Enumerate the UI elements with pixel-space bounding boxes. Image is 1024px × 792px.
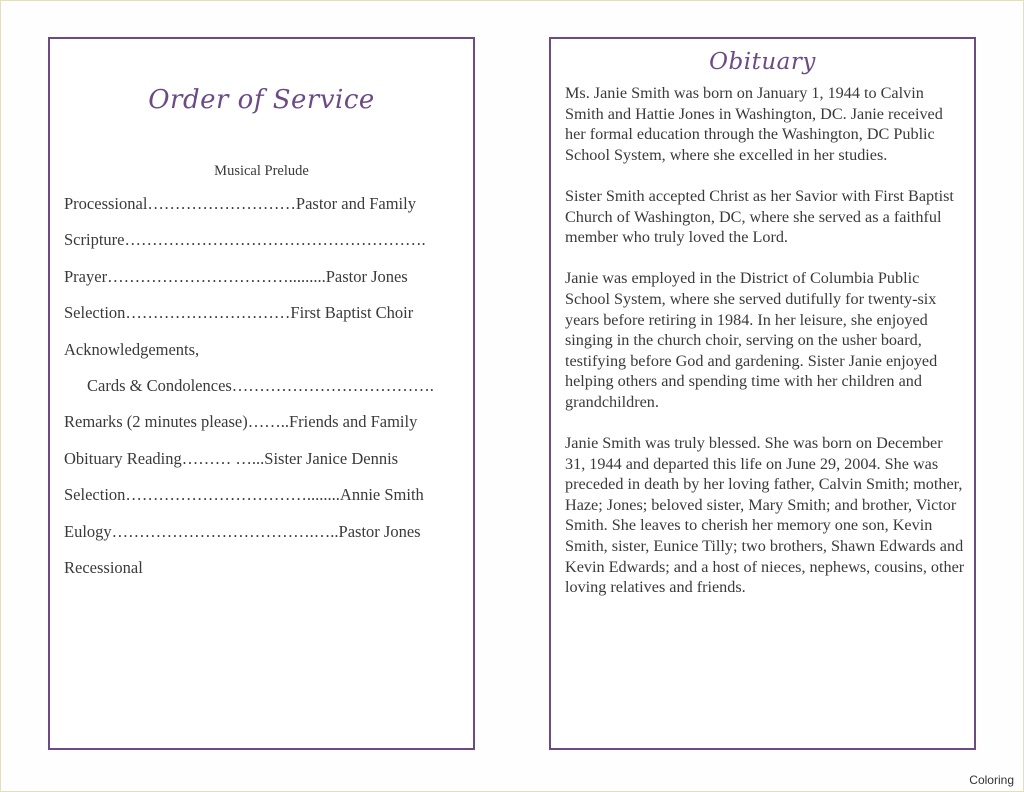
program-item-prayer: Prayer…………………………….........Pastor Jones (64, 266, 408, 286)
program-item-recessional: Recessional (64, 557, 143, 577)
program-item-acknowledgements: Acknowledgements, (64, 339, 200, 359)
program-item-remarks: Remarks (2 minutes please)……..Friends and Family (64, 412, 418, 432)
order-of-service-title: Order of Service (148, 85, 375, 115)
program-item-obituary-reading: Obituary Reading……… …...Sister Janice Dennis (64, 448, 399, 468)
musical-prelude-label: Musical Prelude (214, 163, 309, 179)
program-item-eulogy: Eulogy……………………………….…..Pastor Jones (64, 521, 421, 541)
program-item-cards-condolences: Cards & Condolences………………………………. (87, 375, 434, 395)
program-list (64, 192, 454, 592)
obituary-paragraph-family: Janie Smith was truly blessed. She was born on December 31, 1944 and departed this life on June 29, 2004. She was preceded in death by her loving father, Calvin Smith; mother, Haze; Jones; beloved sister, Mary Smith; and brother, Victor Smith. She leaves to cherish her memory one son, Kevin Smith, sister, Eunice Tilly; two brothers, Shawn Edwards and Kevin Edwards; and a host of nieces, nephews, cousins, other loving relatives and friends. (565, 434, 965, 597)
program-item-selection-choir: Selection…………………………First Baptist Choir (64, 303, 414, 323)
program-item-processional: Processional………………………Pastor and Family (64, 194, 416, 213)
obituary-paragraph-birth: Ms. Janie Smith was born on January 1, 1944 to Calvin Smith and Hattie Jones in Washington, DC. Janie received her formal education through the Washington, DC Public School System, where she excelled in her studies. (565, 84, 943, 164)
obituary-title: Obituary (709, 49, 816, 75)
obituary-text (565, 83, 965, 618)
order-of-service-panel (48, 37, 475, 750)
obituary-paragraph-career: Janie was employed in the District of Columbia Public School System, where she served dutifully for twenty-six years before retiring in 1984. In her leisure, she enjoyed singing in the church choir, serving on the usher board, testifying before God and gardening. Sister Janie enjoyed helping others and spending time with her children and grandchildren. (565, 269, 938, 411)
program-item-scripture: Scripture………………………………………………. (64, 230, 426, 250)
obituary-panel (549, 37, 976, 750)
watermark-label: Coloring (969, 773, 1014, 787)
obituary-paragraph-faith: Sister Smith accepted Christ as her Savior with First Baptist Church of Washington, DC, where she served as a faithful member who truly loved the Lord. (565, 186, 954, 247)
program-item-selection-solo: Selection……………………………........Annie Smith (64, 485, 424, 505)
